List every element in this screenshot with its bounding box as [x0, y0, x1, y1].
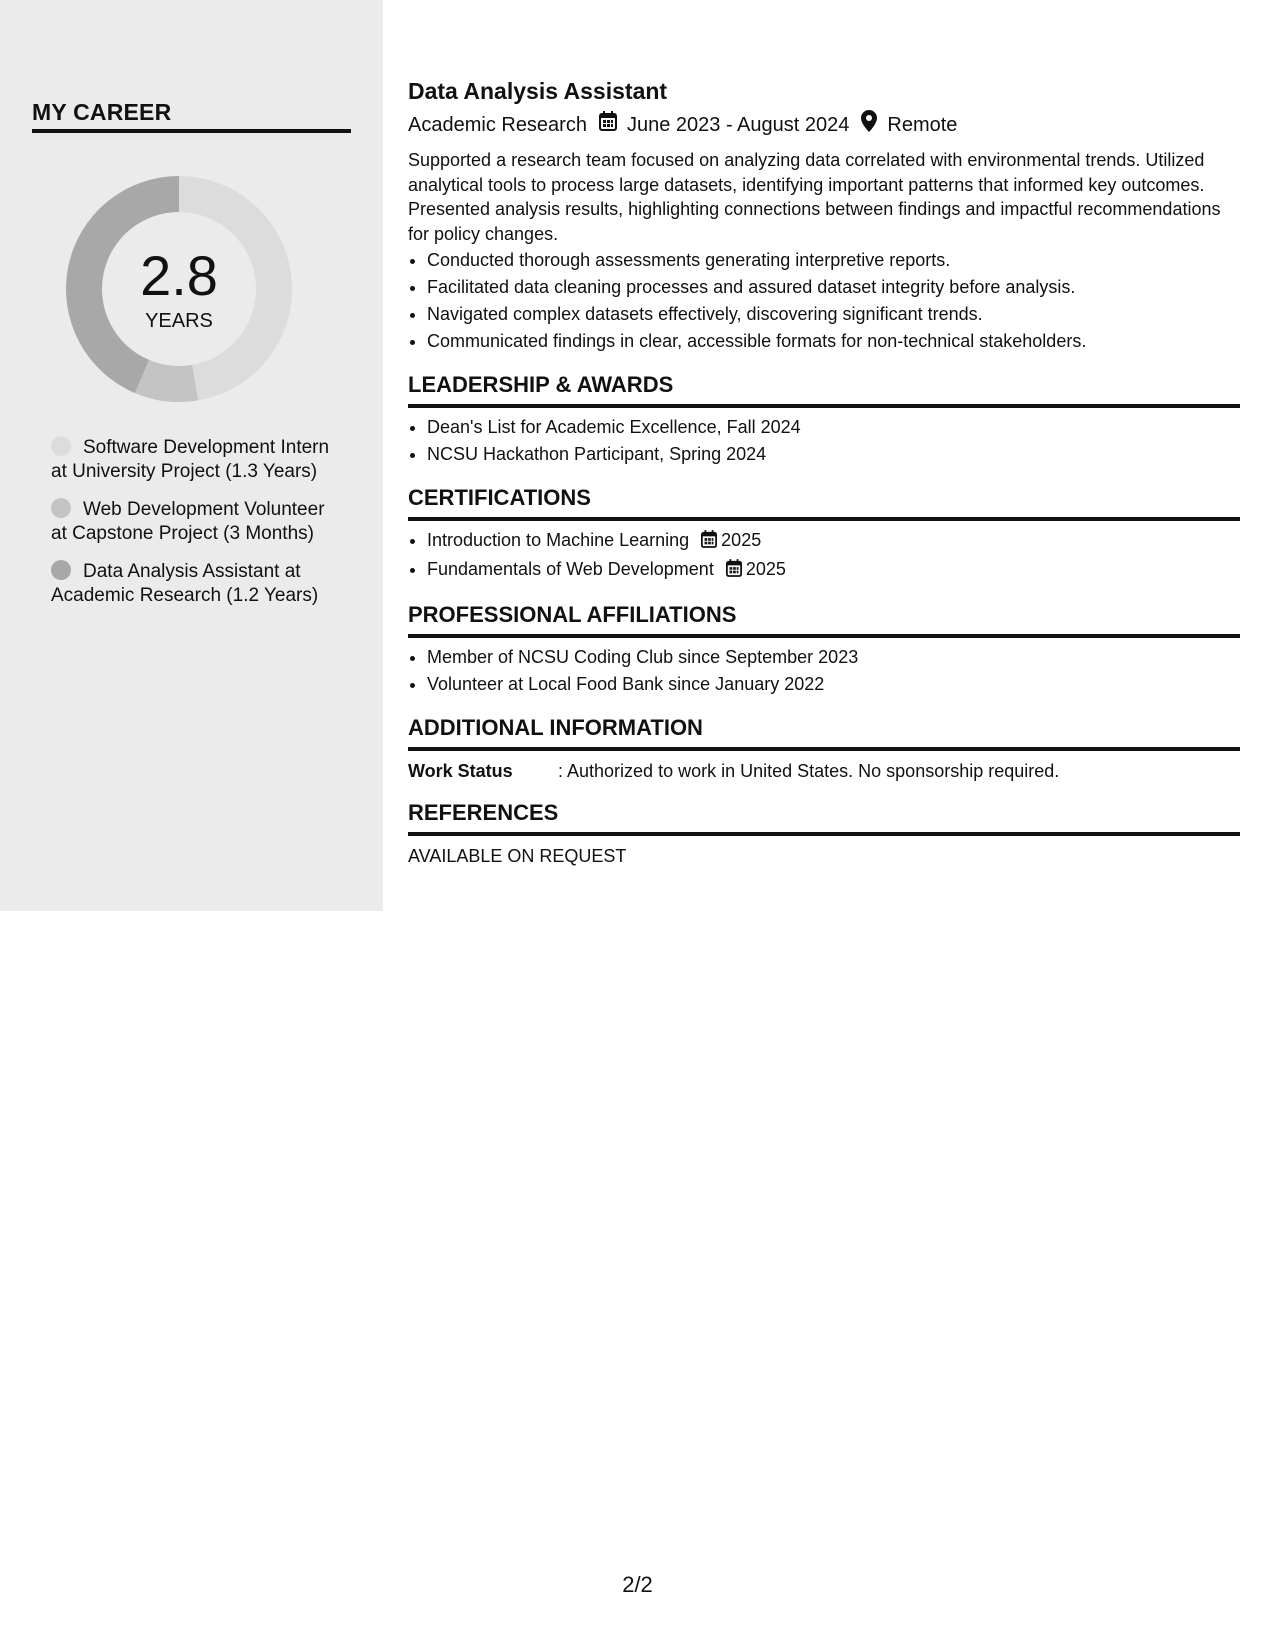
donut-total-unit: YEARS: [145, 310, 213, 332]
career-donut-chart: [66, 176, 292, 402]
section-title: LEADERSHIP & AWARDS: [408, 371, 1240, 408]
list-item: • NCSU Hackathon Participant, Spring 2024: [427, 441, 1240, 468]
list-item: • Navigated complex datasets effectively, discovering significant trends.: [427, 301, 1240, 328]
job-entry: [408, 76, 1240, 355]
legend-label: Web Development Volunteer at Capstone Project (3 Months): [51, 499, 325, 544]
list-item: • Member of NCSU Coding Club since September 2023: [427, 644, 1240, 671]
job-title: Data Analysis Assistant: [408, 78, 668, 104]
work-status-value: : Authorized to work in United States. No sponsorship required.: [558, 761, 1060, 781]
affiliations-list: [408, 644, 1240, 698]
leadership-section: [408, 371, 1240, 468]
legend-label: Software Development Intern at University Project (1.3 Years): [51, 437, 330, 482]
list-item: [427, 527, 1240, 556]
work-status-row: [408, 759, 1240, 783]
references-section: [408, 799, 1240, 867]
list-item: • Volunteer at Local Food Bank since January 2022: [427, 671, 1240, 698]
calendar-icon: [599, 111, 617, 139]
section-title: REFERENCES: [408, 799, 1240, 836]
legend-item: [51, 498, 331, 546]
list-item: • Dean's List for Academic Excellence, Fall 2024: [427, 414, 1240, 441]
job-bullets: [408, 247, 1240, 355]
legend-dot-icon: [51, 498, 71, 518]
main-content: [408, 76, 1240, 867]
legend-dot-icon: [51, 436, 71, 456]
certifications-section: [408, 484, 1240, 585]
sidebar: [0, 0, 383, 911]
additional-info-section: [408, 714, 1240, 783]
certification-name: Fundamentals of Web Development: [427, 559, 714, 579]
references-text: AVAILABLE ON REQUEST: [408, 846, 627, 866]
page-number: 2/2: [622, 1572, 653, 1597]
certifications-list: [408, 527, 1240, 585]
career-title: MY CAREER: [32, 99, 172, 125]
list-item: [427, 556, 1240, 585]
certification-year: 2025: [721, 530, 762, 550]
job-location: Remote: [887, 114, 958, 136]
legend-item: [51, 560, 331, 608]
job-meta: [408, 110, 1240, 140]
work-status-label: Work Status: [408, 761, 513, 781]
list-item: • Conducted thorough assessments generating interpretive reports.: [427, 247, 1240, 274]
list-item: • Facilitated data cleaning processes and assured dataset integrity before analysis.: [427, 274, 1240, 301]
legend-dot-icon: [51, 560, 71, 580]
section-title: ADDITIONAL INFORMATION: [408, 714, 1240, 751]
section-title: PROFESSIONAL AFFILIATIONS: [408, 601, 1240, 638]
legend-label: Data Analysis Assistant at Academic Research (1.2 Years): [51, 561, 319, 606]
section-title: CERTIFICATIONS: [408, 484, 1240, 521]
certification-name: Introduction to Machine Learning: [427, 530, 690, 550]
legend-item: [51, 436, 331, 484]
career-title-rule: [32, 129, 351, 133]
donut-total-value: 2.8: [140, 244, 218, 307]
certification-year: 2025: [745, 559, 786, 579]
job-company: Academic Research: [408, 114, 587, 136]
list-item: • Communicated findings in clear, accessible formats for non-technical stakeholders.: [427, 328, 1240, 355]
job-dates: June 2023 - August 2024: [626, 114, 850, 136]
location-pin-icon: [861, 110, 877, 140]
calendar-icon: [726, 558, 742, 585]
job-description: Supported a research team focused on analyzing data correlated with environmental trends. Utilized analytical tools to process large datasets, identifying important patterns that informed key outcomes. Presented analysis results, highlighting connections between findings and impactful recommendations for policy changes.: [408, 150, 1221, 244]
leadership-list: [408, 414, 1240, 468]
affiliations-section: [408, 601, 1240, 698]
career-legend: [51, 436, 331, 622]
calendar-icon: [701, 529, 717, 556]
